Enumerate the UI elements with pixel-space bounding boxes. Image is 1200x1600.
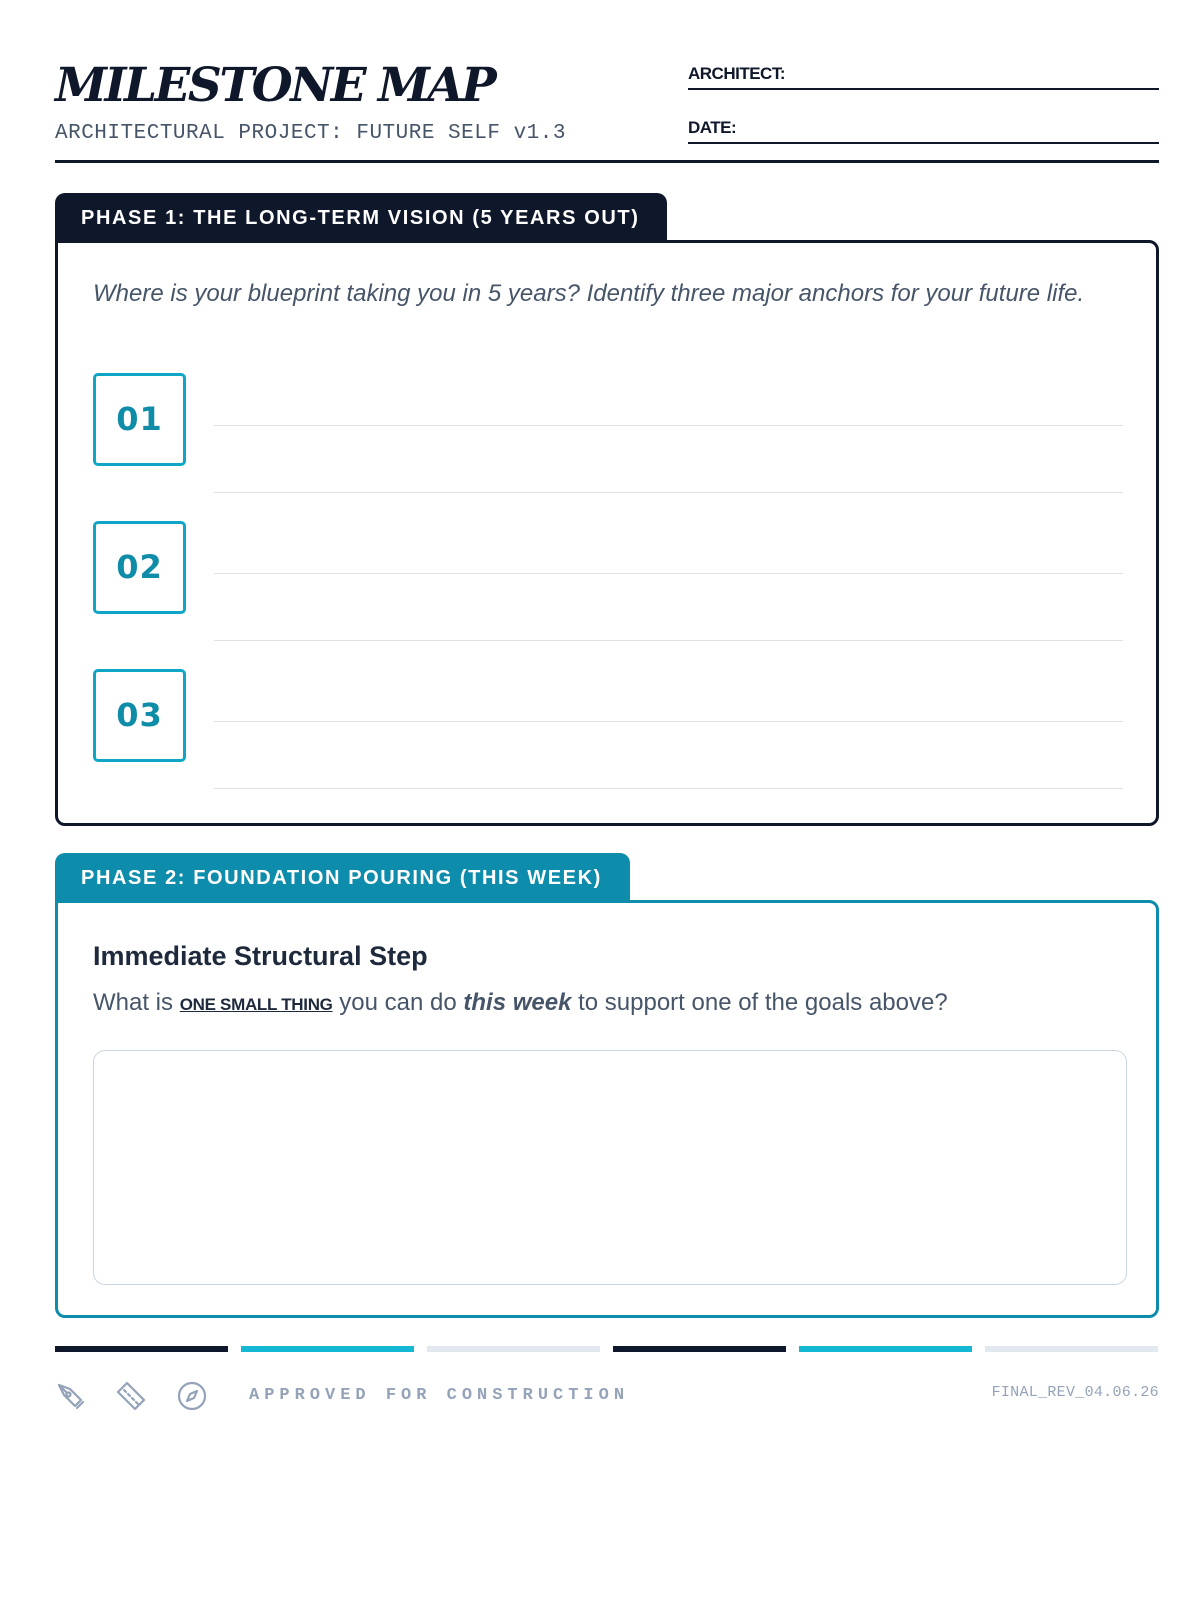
anchor-row [93, 669, 1103, 799]
pen-tool-icon [55, 1380, 87, 1412]
color-strip-segment [427, 1346, 600, 1352]
question-emphasis: this week [463, 989, 572, 1016]
anchor-number-badge: 03 [93, 669, 186, 762]
color-strip-segment [799, 1346, 972, 1352]
writing-line[interactable] [214, 573, 1123, 574]
anchor-row [93, 373, 1103, 503]
architect-label: ARCHITECT: [688, 64, 785, 83]
phase-1-prompt: Where is your blueprint taking you in 5 years? Identify three major anchors for your future life. [93, 280, 1085, 307]
question-text: to support one of the goals above? [571, 989, 948, 1016]
color-strip-segment [613, 1346, 786, 1352]
compass-icon [176, 1380, 208, 1412]
writing-line[interactable] [214, 721, 1123, 722]
approval-stamp-text: APPROVED FOR CONSTRUCTION [249, 1386, 630, 1405]
anchor-number-badge: 02 [93, 521, 186, 614]
phase-1-tab: PHASE 1: THE LONG-TERM VISION (5 YEARS OUT) [55, 193, 667, 243]
header [55, 58, 1159, 166]
worksheet-page [55, 0, 1159, 1600]
answer-textarea[interactable] [93, 1050, 1127, 1285]
question-highlight: ONE SMALL THING [179, 995, 333, 1014]
revision-code: FINAL_REV_04.06.26 [991, 1384, 1159, 1401]
page-subtitle: ARCHITECTURAL PROJECT: FUTURE SELF v1.3 [55, 122, 566, 145]
header-divider [55, 160, 1159, 163]
page-title: MILESTONE MAP [55, 58, 495, 113]
writing-line[interactable] [214, 788, 1123, 789]
question-text: What is [93, 989, 180, 1016]
date-label: DATE: [688, 118, 737, 137]
phase-2-tab: PHASE 2: FOUNDATION POURING (THIS WEEK) [55, 853, 630, 903]
writing-line[interactable] [214, 425, 1123, 426]
footer [55, 1378, 1159, 1418]
color-strip-segment [55, 1346, 228, 1352]
anchor-number-badge: 01 [93, 373, 186, 466]
ruler-icon [115, 1380, 147, 1412]
writing-line[interactable] [214, 492, 1123, 493]
color-strip-segment [241, 1346, 414, 1352]
question-text: you can do [332, 989, 464, 1016]
anchor-row [93, 521, 1103, 651]
phase-1-section [55, 240, 1159, 826]
date-field[interactable] [688, 112, 1159, 144]
architect-field[interactable] [688, 58, 1159, 90]
phase-2-section [55, 900, 1159, 1318]
step-title: Immediate Structural Step [93, 941, 428, 971]
step-question [93, 989, 948, 1017]
color-strip-segment [985, 1346, 1158, 1352]
writing-line[interactable] [214, 640, 1123, 641]
